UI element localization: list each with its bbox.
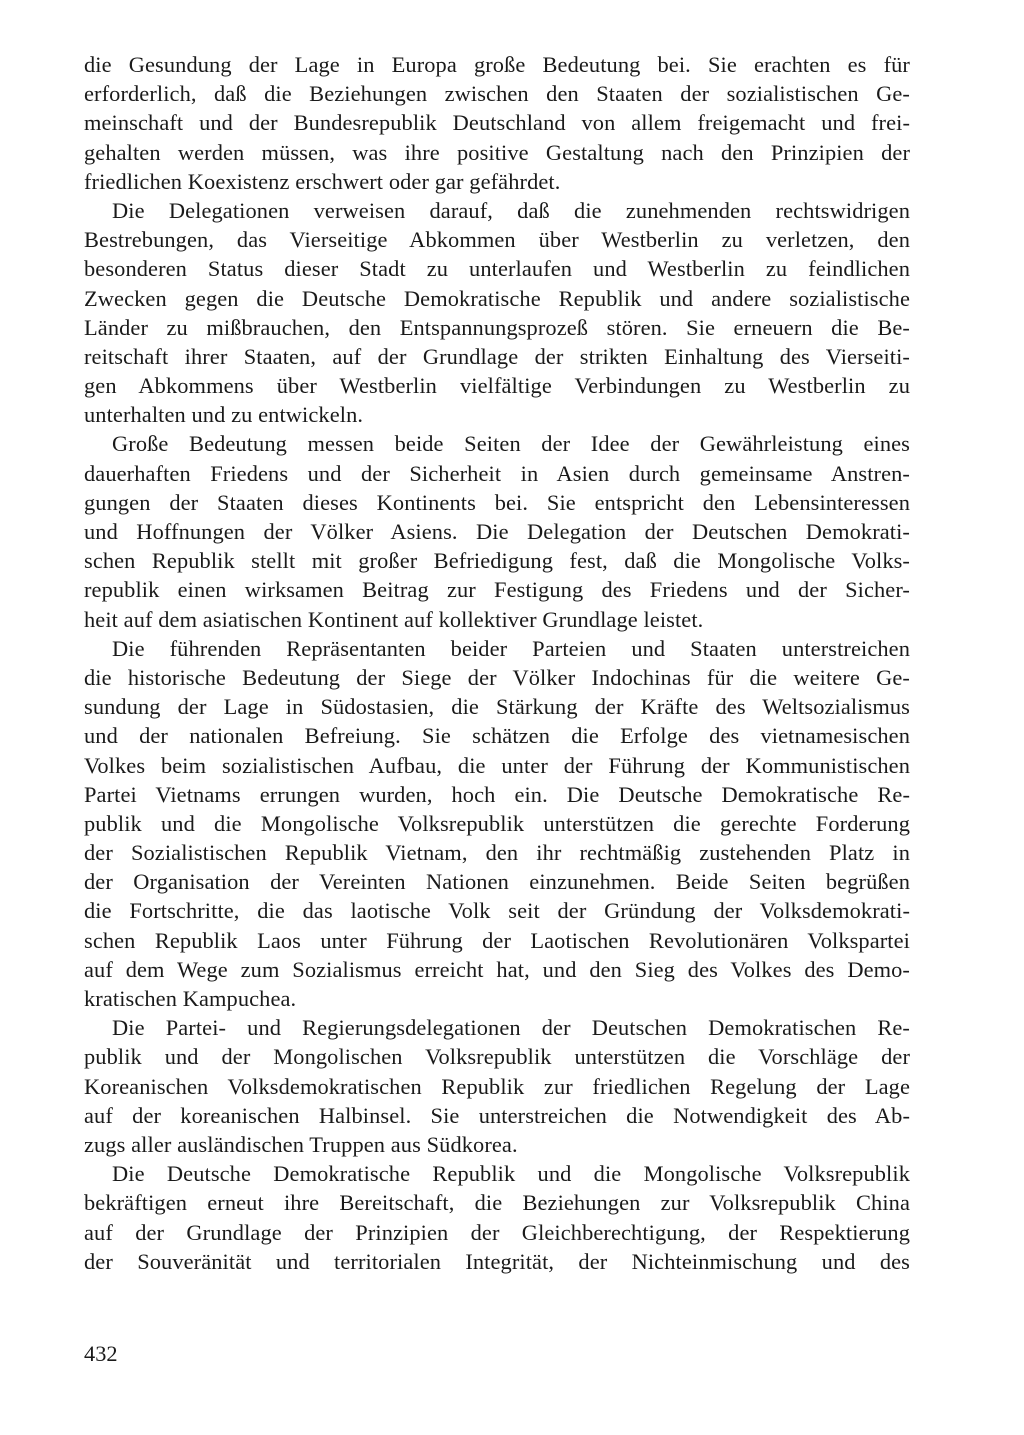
- text-line: dauerhaften Friedens und der Sicherheit in Asien durch gemeinsame Anstren-: [84, 460, 910, 486]
- text-line: friedlichen Koexistenz erschwert oder gar gefährdet.: [84, 168, 561, 194]
- text-line: Die führenden Repräsentanten beider Parteien und Staaten unterstreichen: [112, 635, 910, 661]
- text-line: kratischen Kampuchea.: [84, 986, 297, 1011]
- page-body: [84, 50, 910, 1276]
- text-line: sundung der Lage in Südostasien, die Stärkung der Kräfte des Weltsozialismus: [84, 694, 910, 720]
- text-line: gungen der Staaten dieses Kontinents bei. Sie entspricht den Lebensinteressen: [84, 489, 910, 515]
- text-line: schen Republik Laos unter Führung der Laotischen Revolutionären Volkspartei: [84, 927, 910, 953]
- text-line: auf der Grundlage der Prinzipien der Gleichberechtigung, der Respektierung: [84, 1219, 910, 1245]
- text-line: Länder zu mißbrauchen, den Entspannungsprozeß stören. Sie erneuern die Be-: [84, 314, 910, 340]
- text-line: Die Partei- und Regierungsdelegationen der Deutschen Demokratischen Re-: [112, 1015, 910, 1041]
- paragraph-3: [84, 429, 910, 633]
- text-line: gehalten werden müssen, was ihre positive Gestaltung nach den Prinzipien der: [84, 139, 910, 165]
- text-line: auf der koreanischen Halbinsel. Sie unterstreichen die Notwendigkeit des Ab-: [84, 1102, 910, 1128]
- text-line: publik und die Mongolische Volksrepublik unterstützen die gerechte Forderung: [84, 810, 910, 836]
- text-line: reitschaft ihrer Staaten, auf der Grundlage der strikten Einhaltung des Vierseiti-: [84, 343, 910, 369]
- text-line: republik einen wirksamen Beitrag zur Festigung des Friedens und der Sicher-: [84, 577, 910, 603]
- paragraph-2: [84, 196, 910, 430]
- page-number: 432: [84, 1341, 118, 1366]
- text-line: die Gesundung der Lage in Europa große Bedeutung bei. Sie erachten es für: [84, 52, 910, 77]
- text-line: heit auf dem asiatischen Kontinent auf kollektiver Grundlage leistet.: [84, 606, 704, 632]
- text-line: der Organisation der Vereinten Nationen einzunehmen. Beide Seiten begrüßen: [84, 869, 910, 895]
- text-line: gen Abkommens über Westberlin vielfältige Verbindungen zu Westberlin zu: [84, 373, 910, 399]
- text-line: unterhalten und zu entwickeln.: [84, 402, 364, 428]
- text-line: Zwecken gegen die Deutsche Demokratische Republik und andere sozialistische: [84, 285, 910, 311]
- paragraph-5: [84, 1013, 910, 1159]
- text-line: besonderen Status dieser Stadt zu unterlaufen und Westberlin zu feindlichen: [84, 256, 910, 282]
- text-line: der Souveränität und territorialen Integrität, der Nichteinmischung und des: [84, 1248, 910, 1274]
- text-line: zugs aller ausländischen Truppen aus Südkorea.: [84, 1131, 518, 1157]
- text-line: Koreanischen Volksdemokratischen Republik zur friedlichen Regelung der Lage: [84, 1073, 910, 1099]
- text-line: Große Bedeutung messen beide Seiten der Idee der Gewährleistung eines: [112, 431, 910, 457]
- text-line: meinschaft und der Bundesrepublik Deutschland von allem freigemacht und frei-: [84, 110, 910, 136]
- paragraph-4: [84, 634, 910, 1013]
- paragraph-6: [84, 1159, 910, 1276]
- text-line: Die Deutsche Demokratische Republik und die Mongolische Volksrepublik: [112, 1161, 910, 1187]
- text-line: und Hoffnungen der Völker Asiens. Die Delegation der Deutschen Demokrati-: [84, 519, 910, 544]
- text-line: Partei Vietnams errungen wurden, hoch ein. Die Deutsche Demokratische Re-: [84, 781, 910, 807]
- text-line: die Fortschritte, die das laotische Volk seit der Gründung der Volksdemokrati-: [84, 898, 910, 924]
- text-line: der Sozialistischen Republik Vietnam, den ihr rechtmäßig zustehenden Platz in: [84, 840, 910, 866]
- text-line: schen Republik stellt mit großer Befriedigung fest, daß die Mongolische Volks-: [84, 548, 910, 574]
- text-line: Bestrebungen, das Vierseitige Abkommen über Westberlin zu verletzen, den: [84, 227, 910, 253]
- text-line: auf dem Wege zum Sozialismus erreicht hat, und den Sieg des Volkes des Demo-: [84, 956, 910, 982]
- text-line: publik und der Mongolischen Volksrepublik unterstützen die Vorschläge der: [84, 1044, 910, 1070]
- text-line: die historische Bedeutung der Siege der Völker Indochinas für die weitere Ge-: [84, 664, 910, 690]
- text-line: bekräftigen erneut ihre Bereitschaft, die Beziehungen zur Volksrepublik China: [84, 1190, 910, 1216]
- text-line: Die Delegationen verweisen darauf, daß die zunehmenden rechtswidrigen: [112, 197, 910, 223]
- text-line: Volkes beim sozialistischen Aufbau, die unter der Führung der Kommunistischen: [84, 752, 910, 778]
- text-line: erforderlich, daß die Beziehungen zwischen den Staaten der sozialistischen Ge-: [84, 81, 910, 107]
- text-line: und der nationalen Befreiung. Sie schätzen die Erfolge des vietnamesischen: [84, 723, 910, 749]
- paragraph-1: [84, 50, 910, 196]
